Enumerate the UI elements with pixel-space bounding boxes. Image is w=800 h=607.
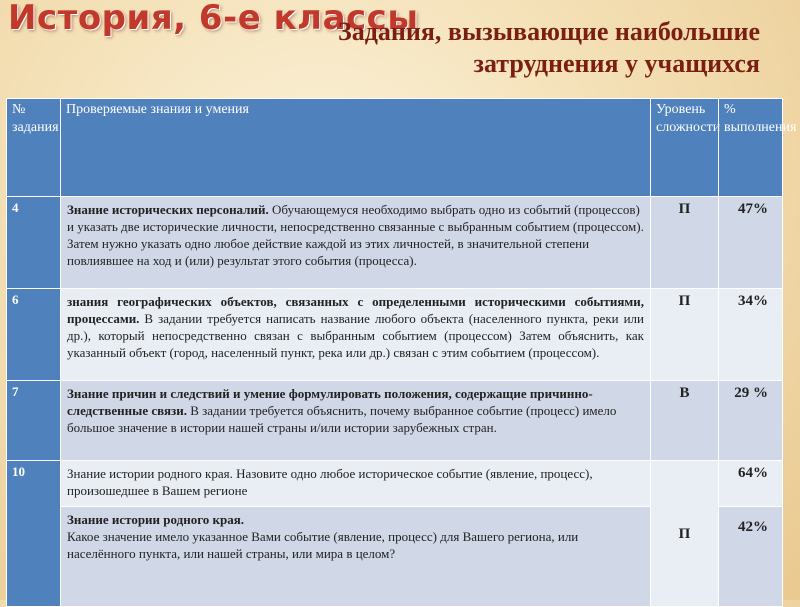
difficulty-level: П <box>651 461 719 607</box>
completion-percent: 29 % <box>719 381 783 461</box>
difficulty-level: П <box>651 289 719 381</box>
task-description <box>61 507 651 607</box>
task-number: 6 <box>7 289 61 381</box>
table-row <box>7 381 783 461</box>
skill-title: знания географических объектов, связанных с определенными историческими событиями, процессами. <box>67 294 644 326</box>
difficulty-level: П <box>651 197 719 289</box>
task-description: Знание истории родного края. Назовите одно любое историческое событие (явление, процесс), произошедшее в Вашем регионе <box>61 461 651 507</box>
table-row <box>7 461 783 507</box>
slide-subtitle: Задания, вызывающие наибольшие затруднения у учащихся <box>338 17 760 78</box>
tasks-table-container <box>6 98 797 600</box>
table-row <box>7 197 783 289</box>
task-description <box>61 381 651 461</box>
task-text: Какое значение имело указанное Вами событие (явление, процесс) для Вашего региона, или населённого пункта, или нашей страны, или мира в целом? <box>67 529 579 561</box>
difficulty-level: В <box>651 381 719 461</box>
tasks-table <box>6 98 797 607</box>
task-description <box>61 289 651 381</box>
task-text: В задании требуется объяснить, почему выбранное событие (процесс) имело большое значение в истории нашей страны и/или истории зарубежных стран. <box>67 403 617 435</box>
task-number: 7 <box>7 381 61 461</box>
header-skills: Проверяемые знания и умения <box>61 99 651 197</box>
header-difficulty-level: Уровень сложности <box>651 99 719 197</box>
header-task-number: № задания <box>7 99 61 197</box>
completion-percent: 64% <box>719 461 783 507</box>
skill-title: Знание исторических персоналий. <box>67 202 269 217</box>
completion-percent: 42% <box>719 507 783 607</box>
task-description <box>61 197 651 289</box>
task-text: В задании требуется написать название любого объекта (населенного пункта, реки или др.), который непосредственно связан с выбранным событием (процессом) Затем объяснить, как указанный объект (город, населенный пункт, река или др.) связан с этим событием (процессом). <box>67 311 644 360</box>
header-completion-percent: % выполнения <box>719 99 783 197</box>
table-header-row <box>7 99 783 197</box>
skill-title: Знание причин и следствий и умение формулировать положения, содержащие причинно-следственные связи. <box>67 386 593 418</box>
table-row <box>7 289 783 381</box>
task-text: Обучающемуся необходимо выбрать одно из событий (процессов) и указать две исторические личности, непосредственно связанные с выбранным событием (процессом). Затем нужно указать одно любое действие каждой из этих личностей, в значительной степени повлиявшее на ход и (или) результат этого события (процесса). <box>67 202 644 268</box>
skill-title: Знание истории родного края. <box>67 512 245 527</box>
slide-title: История, 6-е классы <box>8 0 419 38</box>
task-number: 10 <box>7 461 61 607</box>
completion-percent: 34% <box>719 289 783 381</box>
task-number: 4 <box>7 197 61 289</box>
completion-percent: 47% <box>719 197 783 289</box>
